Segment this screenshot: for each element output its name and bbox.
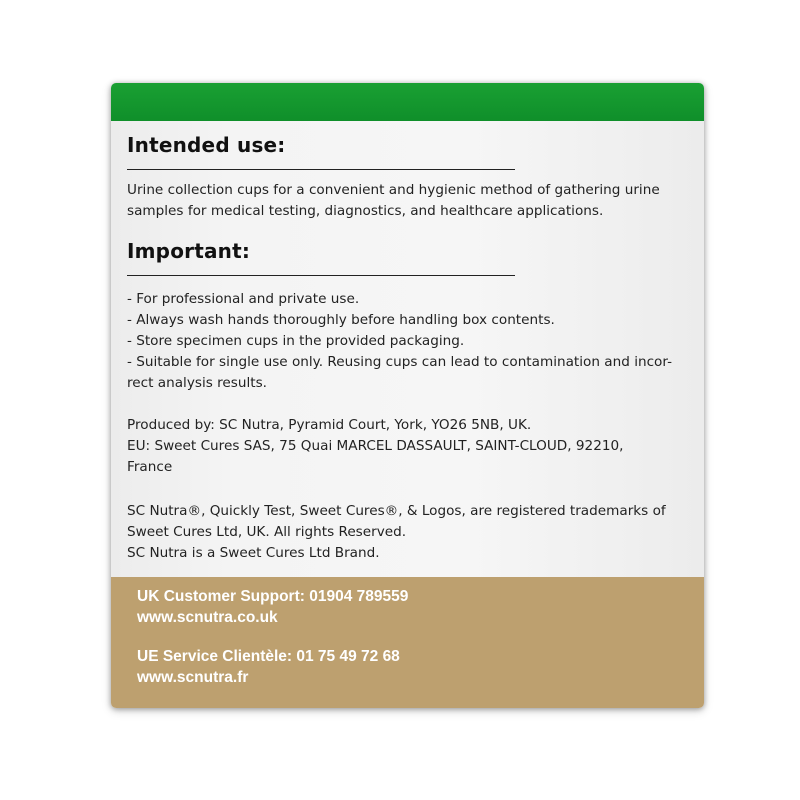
- important-item: - For professional and private use.: [127, 291, 360, 307]
- important-list: [127, 289, 692, 394]
- uk-support-phone: UK Customer Support: 01904 789559: [137, 588, 409, 605]
- important-item: - Store specimen cups in the provided packaging.: [127, 333, 465, 349]
- trademark-line: SC Nutra is a Sweet Cures Ltd Brand.: [127, 545, 380, 561]
- green-header-band: [111, 83, 704, 121]
- intended-use-divider: [127, 169, 515, 170]
- important-item: - Suitable for single use only. Reusing cups can lead to contamination and incor-: [127, 354, 672, 370]
- intended-use-heading: Intended use:: [127, 133, 286, 157]
- eu-website-link[interactable]: www.scnutra.fr: [137, 669, 249, 686]
- producer-line: Produced by: SC Nutra, Pyramid Court, York, YO26 5NB, UK.: [127, 417, 532, 433]
- important-item: rect analysis results.: [127, 375, 267, 391]
- important-heading: Important:: [127, 239, 251, 263]
- uk-customer-support: [137, 586, 408, 628]
- trademark-info: [127, 501, 692, 564]
- trademark-line: Sweet Cures Ltd, UK. All rights Reserved.: [127, 524, 407, 540]
- intended-use-text: [127, 180, 692, 222]
- important-divider: [127, 275, 515, 276]
- packaging-label-panel: [111, 83, 704, 708]
- trademark-line: SC Nutra®, Quickly Test, Sweet Cures®, & Logos, are registered trademarks of: [127, 503, 666, 519]
- producer-line: France: [127, 459, 173, 475]
- customer-support-band: [111, 577, 704, 708]
- intended-use-line: Urine collection cups for a convenient and hygienic method of gathering urine: [127, 182, 660, 198]
- intended-use-line: samples for medical testing, diagnostics, and healthcare applications.: [127, 203, 604, 219]
- eu-customer-support: [137, 646, 400, 688]
- producer-info: [127, 415, 692, 478]
- eu-support-phone: UE Service Clientèle: 01 75 49 72 68: [137, 648, 400, 665]
- producer-line: EU: Sweet Cures SAS, 75 Quai MARCEL DASSAULT, SAINT-CLOUD, 92210,: [127, 438, 624, 454]
- important-item: - Always wash hands thoroughly before handling box contents.: [127, 312, 555, 328]
- uk-website-link[interactable]: www.scnutra.co.uk: [137, 609, 278, 626]
